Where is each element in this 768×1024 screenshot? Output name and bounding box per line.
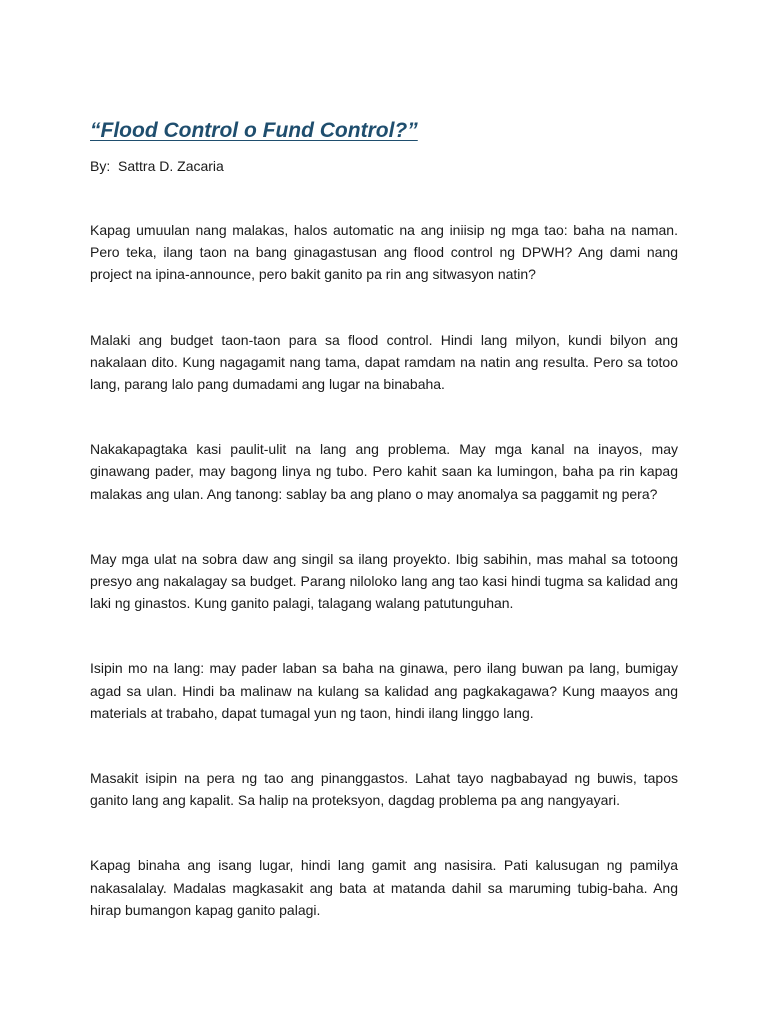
article-body: [90, 219, 678, 921]
paragraph-6: Masakit isipin na pera ng tao ang pinanggastos. Lahat tayo nagbabayad ng buwis, tapos ganito lang ang kapalit. Sa halip na proteksyon, dagdag problema pa ang nangyayari.: [90, 770, 678, 809]
paragraph-1: Kapag umuulan nang malakas, halos automatic na ang iniisip ng mga tao: baha na naman. Pero teka, ilang taon na bang ginagastusan ang flood control ng DPWH? Ang dami nang project na ipina-announce, pero bakit ganito pa rin ang sitwasyon natin?: [90, 222, 678, 283]
paragraph-4: May mga ulat na sobra daw ang singil sa ilang proyekto. Ibig sabihin, mas mahal sa totoong presyo ang nakalagay sa budget. Parang niloloko lang ang tao kasi hindi tugma sa kalidad ang laki ng ginastos. Kung ganito palagi, talagang walang patutunguhan.: [90, 550, 678, 612]
document-content: [90, 116, 678, 964]
author-byline: By: Sattra D. Zacaria: [90, 158, 224, 174]
paragraph-7: Kapag binaha ang isang lugar, hindi lang gamit ang nasisira. Pati kalusugan ng pamilya nakasalalay. Madalas magkasakit ang bata at matanda dahil sa maruming tubig-baha. Ang hirap bumangon kapag ganito palagi.: [90, 857, 678, 918]
document-title: “Flood Control o Fund Control?”: [90, 119, 418, 142]
paragraph-5: Isipin mo na lang: may pader laban sa baha na ginawa, pero ilang buwan pa lang, bumigay agad sa ulan. Hindi ba malinaw na kulang sa kalidad ang pagkakagawa? Kung maayos ang materials at trabaho, dapat tumagal yun ng taon, hindi ilang linggo lang.: [90, 660, 678, 721]
paragraph-2: Malaki ang budget taon-taon para sa flood control. Hindi lang milyon, kundi bilyon ang nakalaan dito. Kung nagagamit nang tama, dapat ramdam na natin ang resulta. Pero sa totoo lang, parang lalo pang dumadami ang lugar na binabaha.: [90, 331, 678, 393]
paragraph-3: Nakakapagtaka kasi paulit-ulit na lang ang problema. May mga kanal na inayos, may ginawang pader, may bagong linya ng tubo. Pero kahit saan ka lumingon, baha pa rin kapag malakas ang ulan. Ang tanong: sablay ba ang plano o may anomalya sa paggamit ng pera?: [90, 441, 678, 502]
